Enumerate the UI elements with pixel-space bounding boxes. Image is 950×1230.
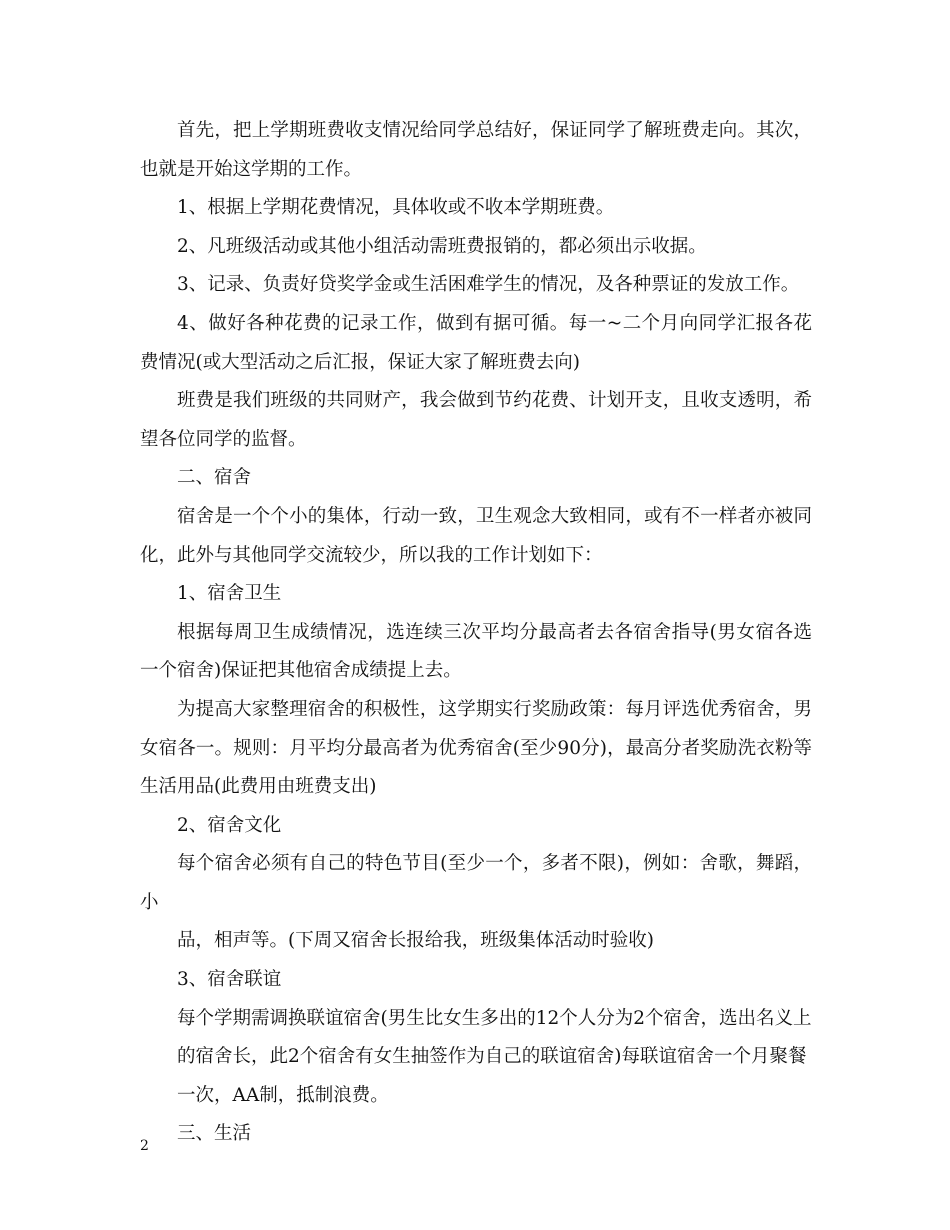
- subheading-dorm-hygiene: 1、宿舍卫生: [177, 583, 282, 605]
- paragraph-item-4-records: 4、做好各种花费的记录工作，做到有据可循。每一~二个月向同学汇报各花费情况(或大型活动之后汇报，保证大家了解班费去向): [140, 312, 812, 373]
- paragraph-item-1-fee: 1、根据上学期花费情况，具体收或不收本学期班费。: [177, 197, 615, 219]
- paragraph-friendship-exchange-continued: 的宿舍长，此2个宿舍有女生抽签作为自己的联谊宿舍)每联谊宿舍一个月聚餐: [177, 1046, 807, 1068]
- paragraph-fund-transparency: 班费是我们班级的共同财产，我会做到节约花费、计划开支，且收支透明，希望各位同学的监督。: [140, 390, 812, 450]
- paragraph-dormitory-intro: 宿舍是一个个小的集体，行动一致，卫生观念大致相同，或有不一样者亦被同化，此外与其他同学交流较少，所以我的工作计划如下：: [140, 505, 812, 566]
- subheading-dorm-culture: 2、宿舍文化: [177, 814, 282, 836]
- paragraph-class-fund-summary: 首先，把上学期班费收支情况给同学总结好，保证同学了解班费走向。其次，也就是开始这学期的工作。: [140, 120, 812, 180]
- paragraph-friendship-exchange: 每个学期需调换联谊宿舍(男生比女生多出的12个人分为2个宿舍，选出名义上: [177, 1007, 812, 1029]
- paragraph-hygiene-guidance: 根据每周卫生成绩情况，选连续三次平均分最高者去各宿舍指导(男女宿各选一个宿舍)保证把其他宿舍成绩提上去。: [140, 621, 812, 682]
- paragraph-culture-program-continued: 品，相声等。(下周又宿舍长报给我，班级集体活动时验收): [177, 930, 654, 952]
- paragraph-item-3-scholarship: 3、记录、负责好贷奖学金或生活困难学生的情况，及各种票证的发放工作。: [177, 274, 800, 296]
- paragraph-item-2-receipts: 2、凡班级活动或其他小组活动需班费报销的，都必须出示收据。: [177, 235, 707, 257]
- paragraph-friendship-exchange-end: 一次，AA制，抵制浪费。: [177, 1084, 389, 1106]
- paragraph-culture-program: 每个宿舍必须有自己的特色节目(至少一个，多者不限)，例如：舍歌，舞蹈，小: [140, 853, 812, 913]
- paragraph-reward-policy: 为提高大家整理宿舍的积极性，这学期实行奖励政策：每月评选优秀宿舍，男女宿各一。规则：月平均分最高者为优秀宿舍(至少90分)，最高分者奖励洗衣粉等生活用品(此费用由班费支出): [140, 698, 812, 798]
- section-heading-life: 三、生活: [177, 1123, 252, 1145]
- subheading-dorm-friendship: 3、宿舍联谊: [177, 969, 282, 991]
- section-heading-dormitory: 二、宿舍: [177, 467, 252, 489]
- page-number: 2: [140, 1138, 149, 1154]
- document-body: [140, 112, 812, 1154]
